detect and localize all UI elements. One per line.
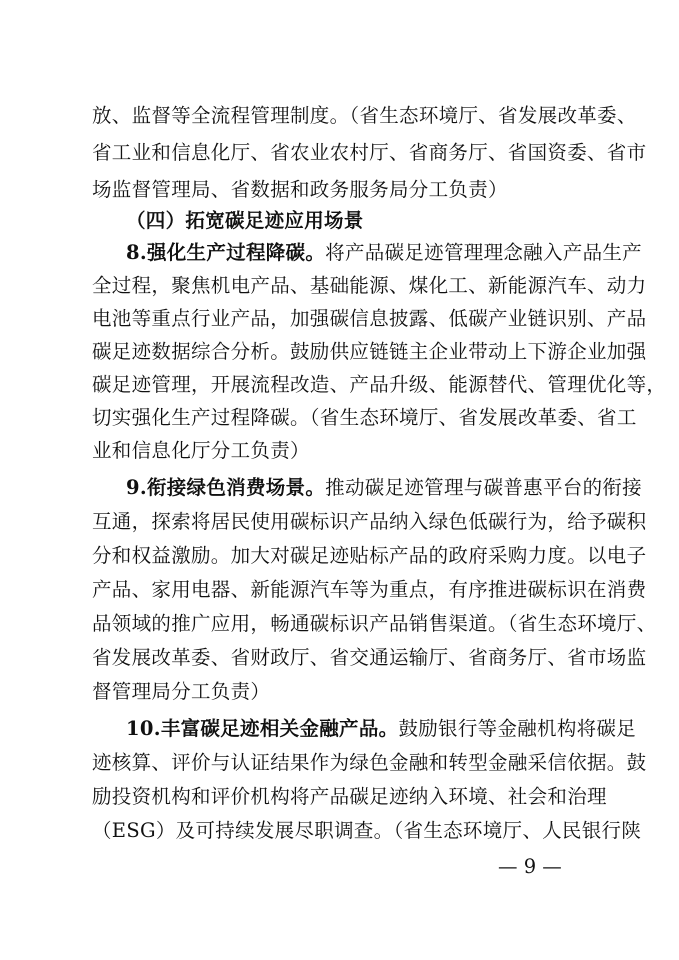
- text-line: 碳足迹管理，开展流程改造、产品升级、能源替代、管理优化等，: [92, 373, 667, 396]
- text-line: 业和信息化厅分工负责）: [92, 439, 310, 462]
- item-8-title: 8.强化生产过程降碳。: [126, 241, 326, 264]
- text-line: 碳足迹数据综合分析。鼓励供应链链主企业带动上下游企业加强: [92, 340, 647, 363]
- text-line: 励投资机构和评价机构将产品碳足迹纳入环境、社会和治理: [92, 785, 607, 808]
- section-heading: （四）拓宽碳足迹应用场景: [126, 209, 364, 232]
- text-line: 互通，探索将居民使用碳标识产品纳入绿色低碳行为，给予碳积: [92, 510, 647, 533]
- text-line: 放、监督等全流程管理制度。（省生态环境厅、省发展改革委、: [92, 104, 637, 127]
- text-line: 切实强化生产过程降碳。（省生态环境厅、省发展改革委、省工: [92, 406, 637, 429]
- text-line: 迹核算、评价与认证结果作为绿色金融和转型金融采信依据。鼓: [92, 751, 647, 774]
- text-line: 产品、家用电器、新能源汽车等为重点，有序推进碳标识在消费: [92, 578, 647, 601]
- text-line: 督管理局分工负责）: [92, 680, 271, 703]
- text-line: 全过程，聚焦机电产品、基础能源、煤化工、新能源汽车、动力: [92, 274, 647, 297]
- page-number: — 9 —: [498, 855, 562, 878]
- text-line: 省发展改革委、省财政厅、省交通运输厅、省商务厅、省市场监: [92, 646, 647, 669]
- item-10-first-line: [126, 717, 637, 741]
- text-line: （ESG）及可持续发展尽职调查。（省生态环境厅、人民银行陕: [92, 819, 642, 842]
- text-line: 省工业和信息化厅、省农业农村厅、省商务厅、省国资委、省市: [92, 141, 647, 164]
- item-10-text: 鼓励银行等金融机构将碳足: [398, 717, 637, 740]
- item-10-title: 10.丰富碳足迹相关金融产品。: [126, 717, 399, 740]
- text-line: 电池等重点行业产品，加强碳信息披露、低碳产业链识别、产品: [92, 307, 647, 330]
- text-line: 场监督管理局、省数据和政务服务局分工负责）: [92, 178, 508, 201]
- text-line: 分和权益激励。加大对碳足迹贴标产品的政府采购力度。以电子: [92, 544, 647, 567]
- item-9-text: 推动碳足迹管理与碳普惠平台的衔接: [325, 476, 642, 499]
- item-8-first-line: [126, 241, 642, 265]
- item-8-text: 将产品碳足迹管理理念融入产品生产: [325, 241, 642, 264]
- item-9-first-line: [126, 476, 642, 500]
- text-line: 品领域的推广应用，畅通碳标识产品销售渠道。（省生态环境厅、: [92, 612, 657, 635]
- item-9-title: 9.衔接绿色消费场景。: [126, 476, 326, 499]
